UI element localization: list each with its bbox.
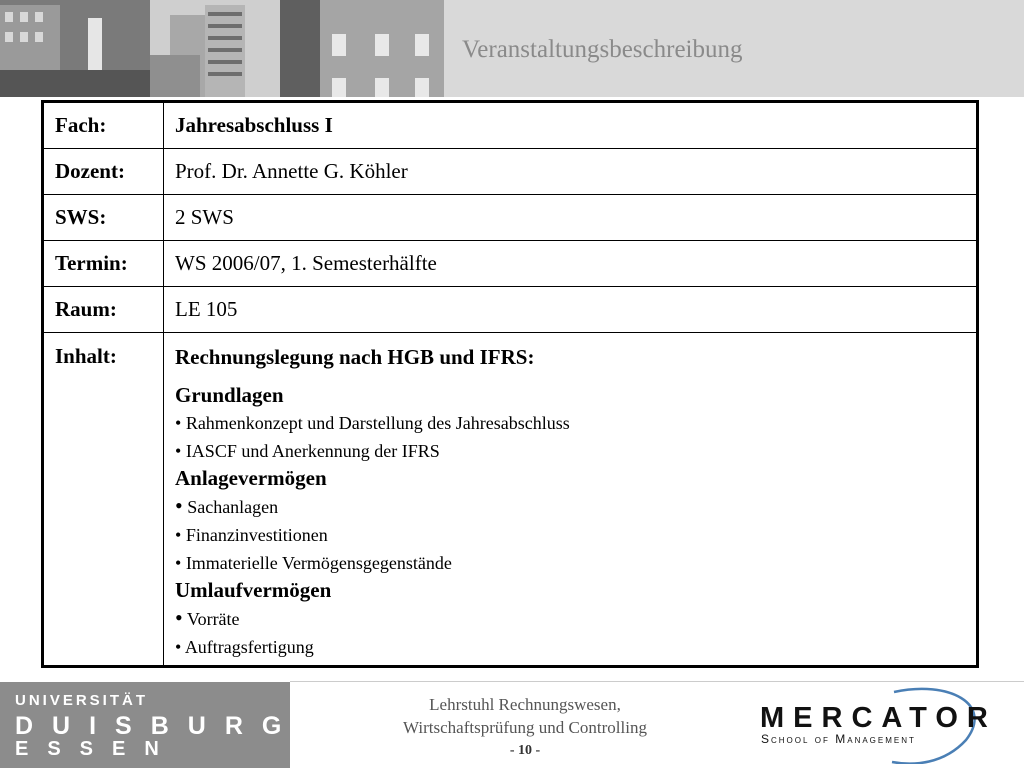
section-title: Umlaufvermögen: [175, 578, 332, 602]
table-row: [43, 241, 978, 287]
list-item: • Sachanlagen: [175, 493, 279, 518]
university-label: UNIVERSITÄT: [15, 692, 149, 709]
list-item: • Vorräte: [175, 605, 240, 630]
table-row-content: [43, 333, 978, 667]
table-row: [43, 102, 978, 149]
table-row: [43, 149, 978, 195]
mercator-logo: [744, 684, 1014, 764]
header-bar: [0, 0, 1024, 97]
row-label: SWS:: [43, 195, 164, 241]
content-cell: [164, 333, 978, 667]
university-logo: [0, 682, 301, 768]
university-city-1: DUISBURG: [15, 712, 301, 740]
list-item: • IASCF und Anerkennung der IFRS: [175, 441, 440, 461]
course-info-table: [41, 100, 979, 668]
footer-divider: [290, 681, 1024, 682]
table-row: [43, 287, 978, 333]
row-value: Prof. Dr. Annette G. Köhler: [164, 149, 978, 195]
list-item: • Immaterielle Vermögensgegenstände: [175, 553, 452, 573]
university-city-2: ESSEN: [15, 738, 178, 760]
list-item: • Rahmenkonzept und Darstellung des Jahresabschluss: [175, 413, 570, 433]
row-label: Dozent:: [43, 149, 164, 195]
row-value: Jahresabschluss I: [164, 102, 978, 149]
table-row: [43, 195, 978, 241]
chair-line-2: Wirtschaftsprüfung und Controlling: [403, 718, 647, 737]
footer-chair: [370, 693, 680, 763]
row-label: Termin:: [43, 241, 164, 287]
logo-subtitle: School of Management: [761, 732, 916, 746]
row-value: 2 SWS: [164, 195, 978, 241]
row-label: Raum:: [43, 287, 164, 333]
row-value: LE 105: [164, 287, 978, 333]
logo-word: MERCATOR: [760, 702, 997, 734]
row-label: Inhalt:: [43, 333, 164, 667]
content-heading: Rechnungslegung nach HGB und IFRS:: [175, 345, 535, 369]
chair-line-1: Lehrstuhl Rechnungswesen,: [429, 695, 621, 714]
section-title: Anlagevermögen: [175, 466, 327, 490]
campus-photo: [0, 0, 444, 97]
list-item: • Auftragsfertigung: [175, 637, 314, 657]
section-title: Grundlagen: [175, 383, 284, 407]
slide-title: Veranstaltungsbeschreibung: [462, 36, 743, 63]
page-number: - 10 -: [509, 743, 541, 758]
row-value: WS 2006/07, 1. Semesterhälfte: [164, 241, 978, 287]
row-label: Fach:: [43, 102, 164, 149]
list-item: • Finanzinvestitionen: [175, 525, 328, 545]
